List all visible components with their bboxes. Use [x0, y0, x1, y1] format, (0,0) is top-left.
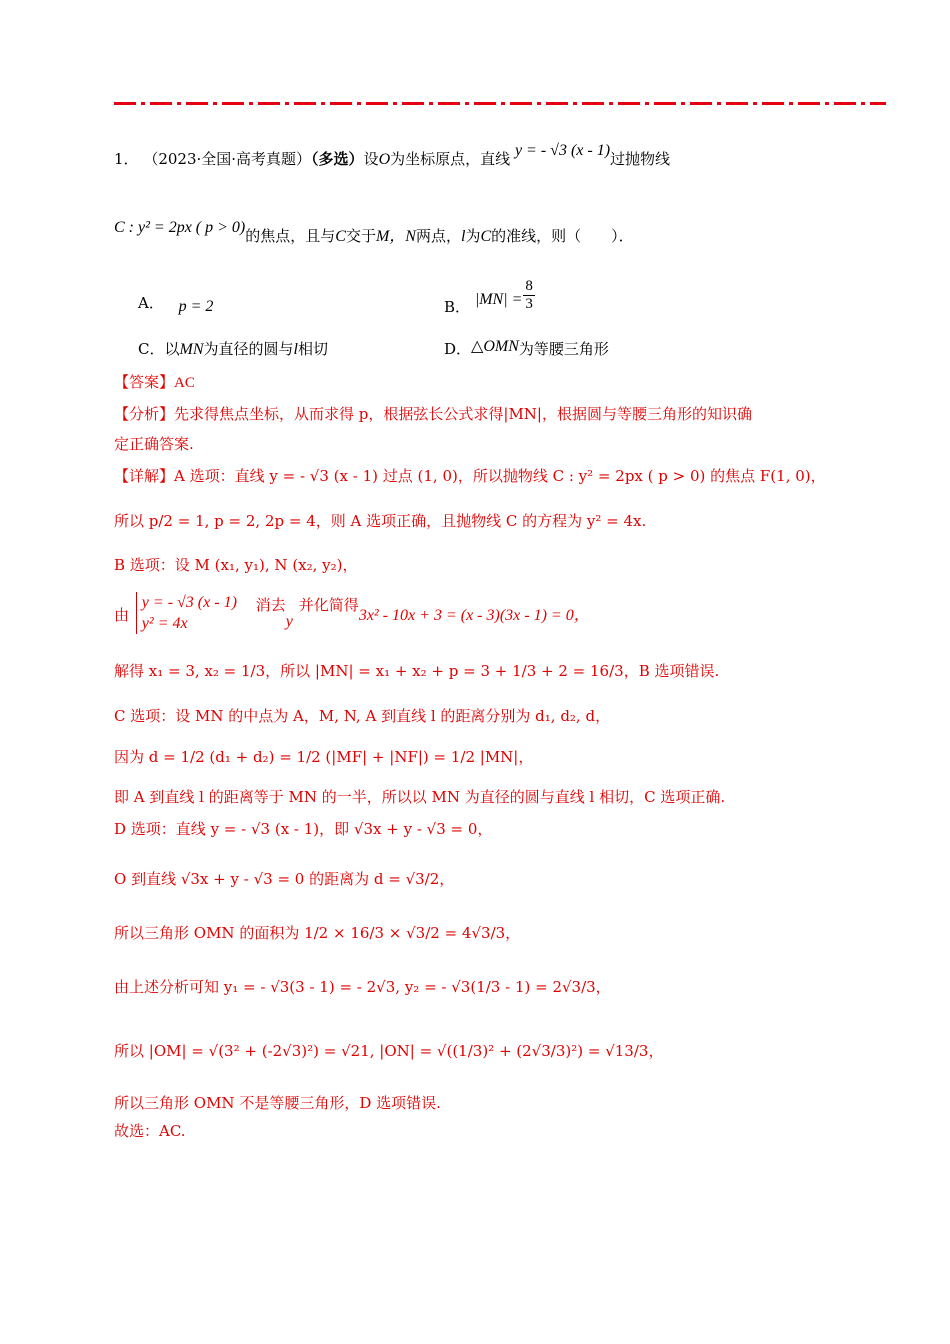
option-c: C．以MN为直径的圆与l相切: [138, 340, 328, 358]
answer-value: AC: [174, 375, 195, 391]
analysis-tag: 【分析】: [114, 405, 175, 423]
question-source: （2023·全国·高考真题）: [143, 150, 312, 168]
detail-tag: 【详解】: [114, 467, 175, 485]
detail-d-line5: 所以 |OM| = √(3² + (-2√3)²) = √21, |ON| = √((1/3)² + (2√3/3)²) = √13/3，: [114, 1042, 664, 1060]
question-number: 1．: [114, 150, 139, 168]
question-stem-line1: 1． （2023·全国·高考真题）（多选）设O为坐标原点，直线 y = - √3 (x - 1)过抛物线: [114, 142, 671, 168]
detail-d-line6: 所以三角形 OMN 不是等腰三角形，D 选项错误.: [114, 1094, 441, 1112]
detail-c-line2: 因为 d = 1/2 (d₁ + d₂) = 1/2 (|MF| + |NF|) = 1/2 |MN|，: [114, 748, 534, 766]
question-line-equation: y = - √3 (x - 1): [514, 142, 611, 159]
detail-a-line2: 所以 p/2 = 1, p = 2, 2p = 4，则 A 选项正确，且抛物线 C 的方程为 y² = 4x.: [114, 512, 647, 530]
detail-final: 故选：AC.: [114, 1122, 186, 1140]
analysis-line1: 【分析】先求得焦点坐标，从而求得 p，根据弦长公式求得|MN|，根据圆与等腰三角形的知识确: [114, 405, 752, 423]
answer-tag: 【答案】: [114, 373, 175, 391]
detail-b-line3: 解得 x₁ = 3, x₂ = 1/3，所以 |MN| = x₁ + x₂ + p = 3 + 1/3 + 2 = 16/3，B 选项错误.: [114, 662, 720, 680]
question-stem-line2: C : y² = 2px ( p > 0)的焦点，且与C交于M，N两点，l为C的准线，则（ ）．: [114, 219, 634, 245]
detail-c-line1: C 选项：设 MN 的中点为 A，M, N, A 到直线 l 的距离分别为 d₁, d₂, d，: [114, 707, 611, 725]
header-dashed-rule: [114, 102, 886, 105]
option-b: B． |MN| = $\frac{8}{3}$: [444, 278, 533, 316]
detail-b-line2: 由 y = - √3 (x - 1) y² = 4x 消去y并化简得3x² - 10x + 3 = (x - 3)(3x - 1) = 0，: [114, 594, 590, 632]
option-a: A． p = 2: [138, 294, 214, 315]
detail-d-line1: D 选项：直线 y = - √3 (x - 1)，即 √3x + y - √3 = 0，: [114, 820, 493, 838]
option-d: D．△OMN为等腰三角形: [444, 338, 609, 358]
detail-d-line4: 由上述分析可知 y₁ = - √3(3 - 1) = - 2√3, y₂ = - √3(1/3 - 1) = 2√3/3，: [114, 978, 611, 996]
detail-b-line1: B 选项：设 M (x₁, y₁), N (x₂, y₂)，: [114, 556, 358, 574]
detail-d-line2: O 到直线 √3x + y - √3 = 0 的距离为 d = √3/2，: [114, 870, 455, 888]
equation-system: y = - √3 (x - 1) y² = 4x: [136, 592, 237, 634]
question-parabola-equation: C : y² = 2px ( p > 0): [114, 219, 246, 236]
detail-a-line1: 【详解】A 选项：直线 y = - √3 (x - 1) 过点 (1, 0)，所以抛物线 C : y² = 2px ( p > 0) 的焦点 F(1, 0)，: [114, 467, 826, 485]
answer-line: [114, 371, 195, 394]
analysis-line2: 定正确答案.: [114, 435, 194, 453]
detail-d-line3: 所以三角形 OMN 的面积为 1/2 × 16/3 × √3/2 = 4√3/3，: [114, 924, 521, 942]
question-type: （多选）: [311, 150, 364, 168]
detail-c-line3: 即 A 到直线 l 的距离等于 MN 的一半，所以以 MN 为直径的圆与直线 l 相切，C 选项正确.: [114, 788, 726, 806]
